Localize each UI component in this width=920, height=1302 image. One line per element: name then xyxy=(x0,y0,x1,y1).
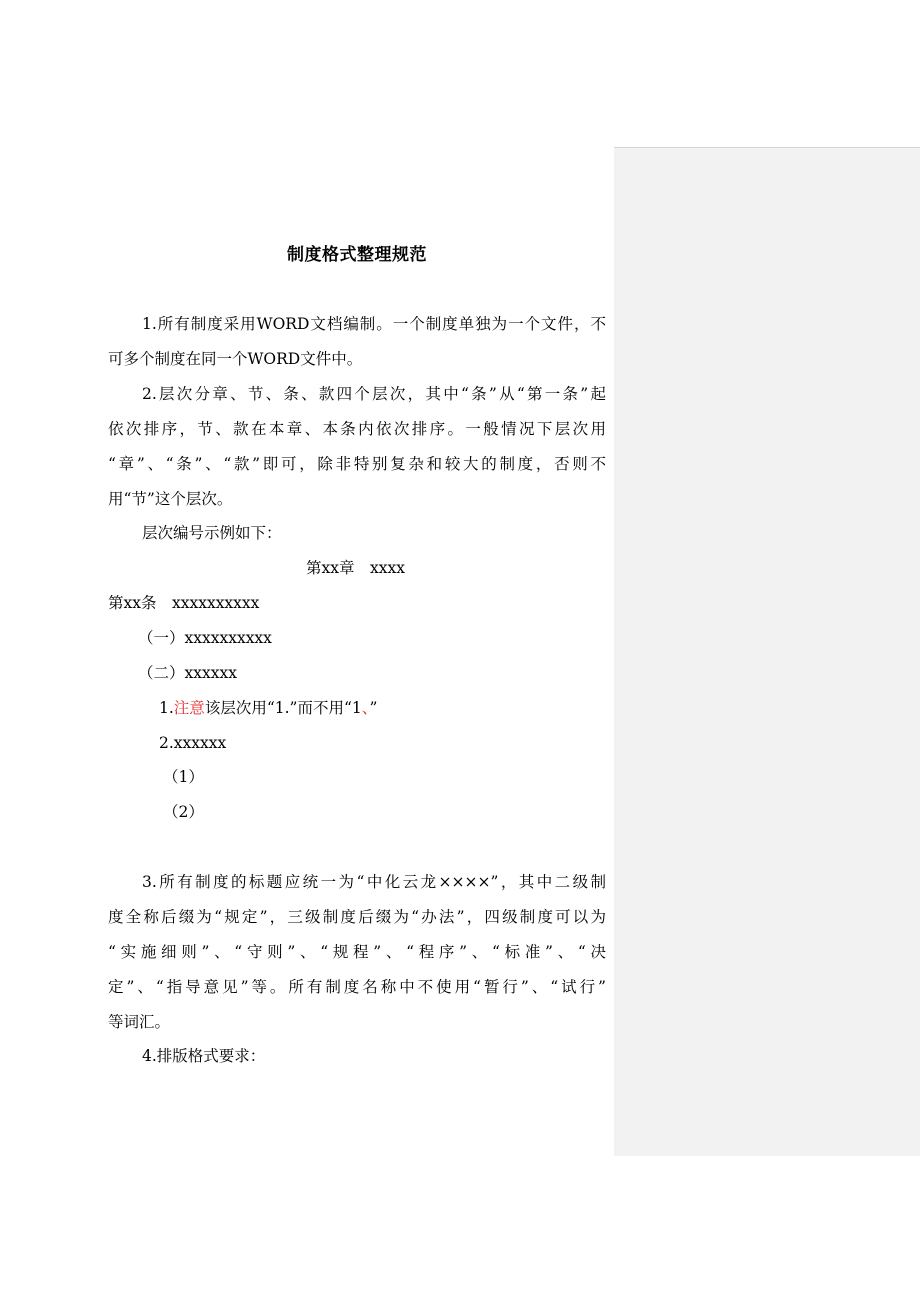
red-punctuation-mark: 、 xyxy=(361,699,370,717)
example-sub-1-close: ” xyxy=(369,699,378,717)
paragraph-2-line-3: “章”、“条”、“款”即可，除非特别复杂和较大的制度，否则不 xyxy=(108,455,606,473)
paragraph-1-line-1: 1.所有制度采用WORD文档编制。一个制度单独为一个文件，不 xyxy=(142,315,606,333)
note-highlight: 注意 xyxy=(173,699,205,717)
example-sub-1-prefix: 1. xyxy=(159,699,174,717)
paragraph-3-line-4: 定”、“指导意见”等。所有制度名称中不使用“暂行”、“试行” xyxy=(108,978,606,996)
paragraph-2-line-1: 2.层次分章、节、条、款四个层次，其中“条”从“第一条”起 xyxy=(142,385,606,403)
example-item-2: （二）xxxxxx xyxy=(138,664,237,682)
example-paren-1: （1） xyxy=(163,768,204,786)
example-article: 第xx条 xxxxxxxxxx xyxy=(108,594,260,612)
paragraph-3-line-3: “实施细则”、“守则”、“规程”、“程序”、“标准”、“决 xyxy=(108,943,606,961)
example-intro: 层次编号示例如下： xyxy=(142,524,282,542)
paragraph-1 xyxy=(108,307,606,377)
paragraph-3-line-5: 等词汇。 xyxy=(108,1013,171,1031)
paragraph-1-line-2: 可多个制度在同一个WORD文件中。 xyxy=(108,350,363,368)
page-title: 制度格式整理规范 xyxy=(287,245,427,265)
paragraph-2-line-2: 依次排序，节、款在本章、本条内依次排序。一般情况下层次用 xyxy=(108,420,606,438)
paragraph-3 xyxy=(108,865,606,1040)
comment-pane xyxy=(614,147,920,1156)
paragraph-2-line-4: 用“节”这个层次。 xyxy=(108,490,233,508)
paragraph-4: 4.排版格式要求： xyxy=(142,1047,266,1065)
paragraph-2 xyxy=(108,377,606,517)
example-paren-2: （2） xyxy=(163,803,204,821)
example-sub-1-text: 该层次用“1.”而不用“1 xyxy=(204,699,362,717)
example-sub-2: 2.xxxxxx xyxy=(159,734,227,752)
example-sub-1 xyxy=(159,691,377,726)
example-chapter: 第xx章 xxxx xyxy=(306,559,405,577)
paragraph-3-line-1: 3.所有制度的标题应统一为“中化云龙××××”，其中二级制 xyxy=(142,873,606,891)
paragraph-3-line-2: 度全称后缀为“规定”，三级制度后缀为“办法”，四级制度可以为 xyxy=(108,908,606,926)
example-item-1: （一）xxxxxxxxxx xyxy=(138,629,272,647)
